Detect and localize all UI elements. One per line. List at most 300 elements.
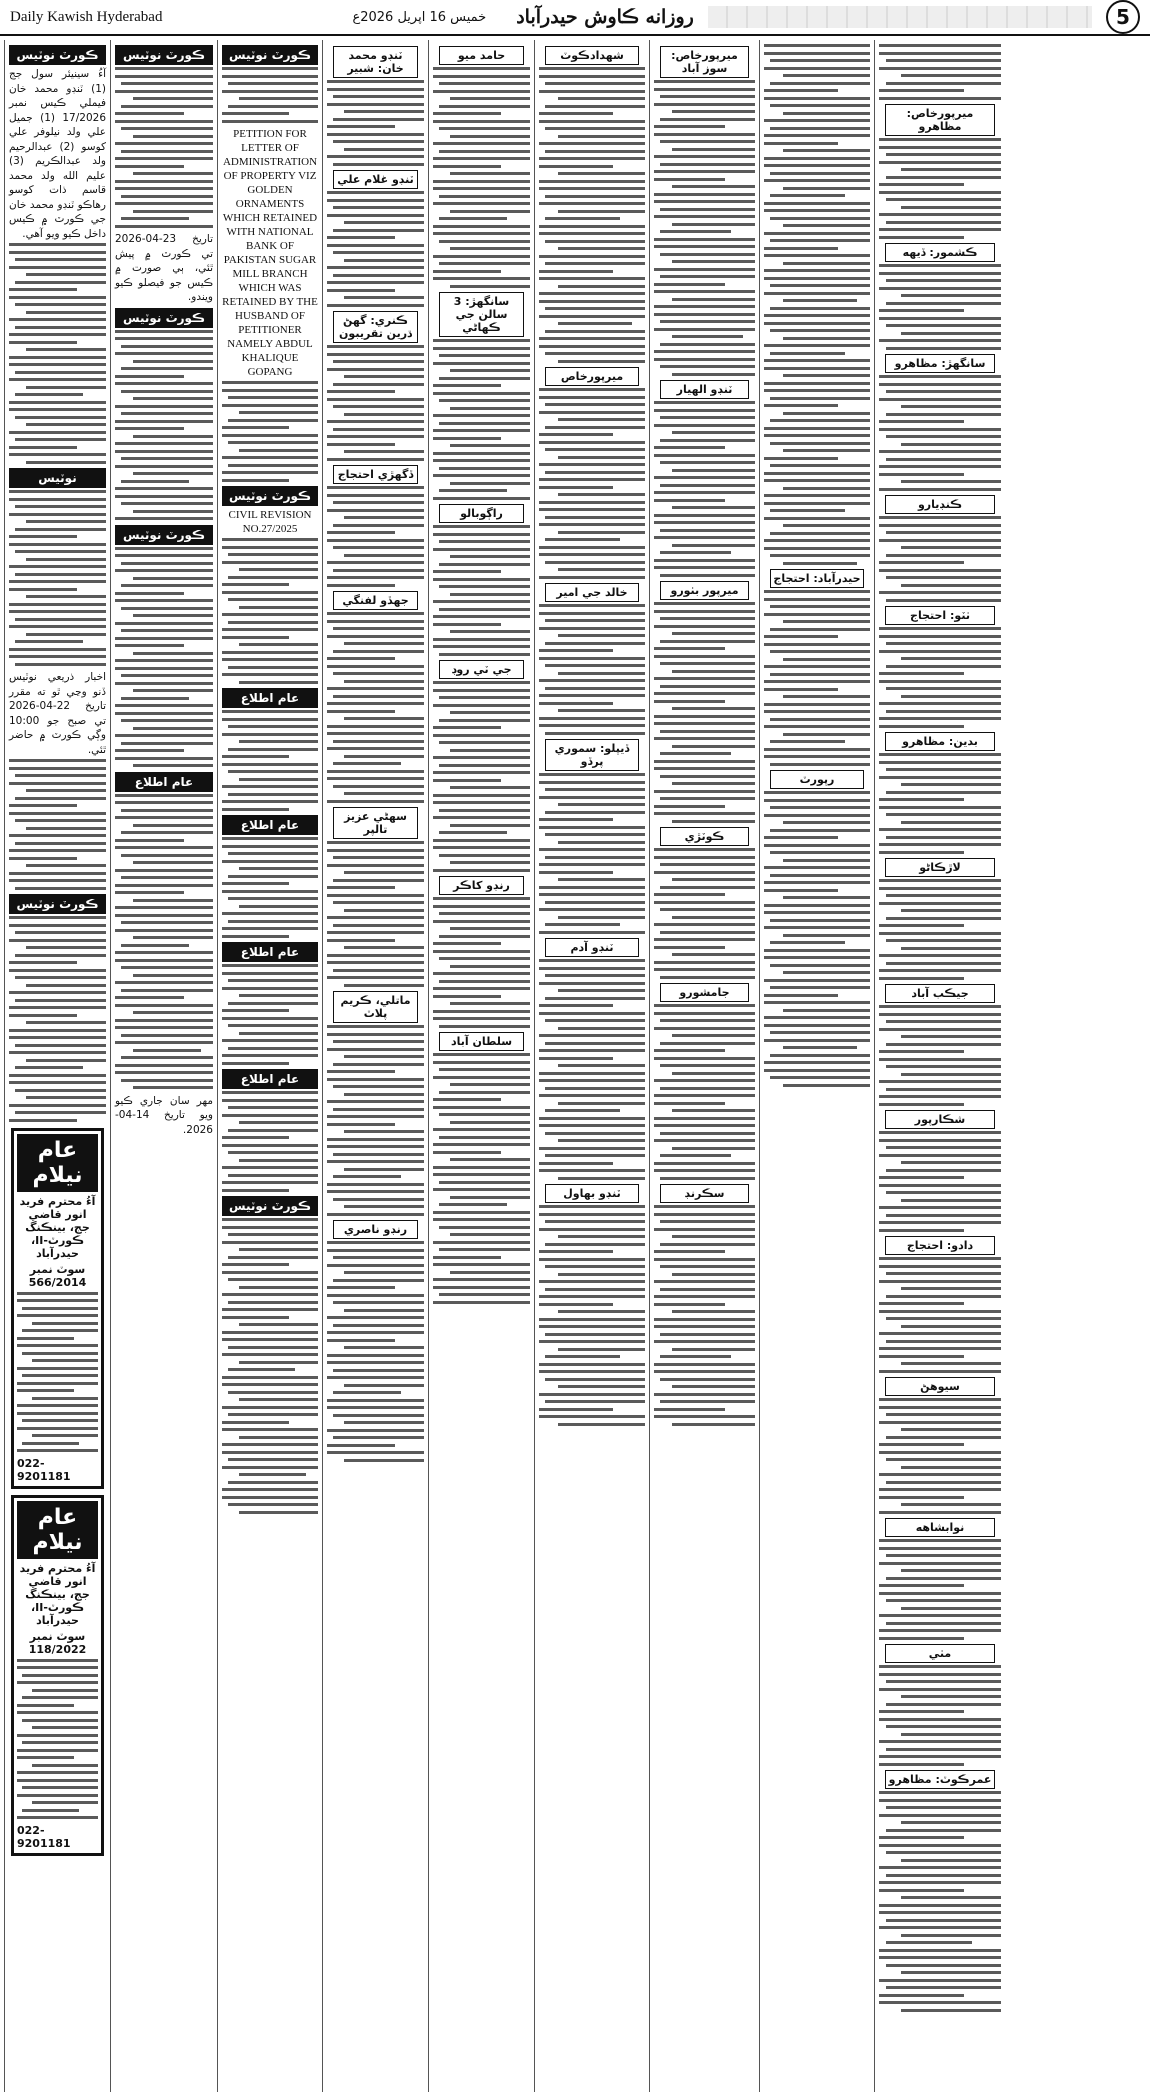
text-line	[344, 221, 424, 224]
text-line	[433, 225, 530, 228]
text-line	[439, 935, 530, 938]
text-line	[133, 824, 213, 827]
text-line	[115, 330, 213, 333]
text-line	[115, 382, 213, 385]
text-line	[433, 645, 530, 648]
text-line	[654, 559, 755, 562]
text-line	[886, 1806, 1001, 1809]
text-line	[333, 1040, 424, 1043]
text-line	[539, 959, 645, 962]
text-line	[121, 390, 213, 393]
text-line	[433, 90, 530, 93]
text-line	[886, 413, 1001, 416]
text-line	[660, 1265, 755, 1268]
text-line	[433, 638, 530, 641]
text-line	[539, 893, 645, 896]
text-line	[433, 1256, 501, 1259]
text-line	[660, 439, 755, 442]
text-line	[545, 105, 645, 108]
text-line	[539, 679, 645, 682]
text-line	[558, 709, 645, 712]
text-line	[239, 740, 318, 743]
text-line	[545, 1288, 645, 1291]
text-line	[783, 1009, 870, 1012]
text-line	[15, 774, 106, 777]
text-line	[15, 505, 106, 508]
text-line	[327, 368, 424, 371]
text-line	[439, 1136, 530, 1139]
text-line	[545, 262, 645, 265]
text-line	[764, 254, 870, 257]
text-line	[660, 529, 755, 532]
text-line	[879, 539, 1001, 542]
text-line	[344, 1271, 424, 1274]
text-line	[133, 1086, 213, 1089]
text-line	[433, 794, 530, 797]
text-line	[539, 486, 613, 489]
text-line	[539, 315, 645, 318]
text-line	[222, 1428, 318, 1431]
text-line	[558, 247, 645, 250]
text-line	[17, 1734, 98, 1737]
text-block	[539, 67, 645, 363]
text-line	[764, 427, 870, 430]
text-line	[222, 1241, 318, 1244]
text-line	[433, 1218, 530, 1221]
text-line	[764, 590, 870, 593]
text-line	[327, 1331, 424, 1334]
text-line	[660, 574, 755, 577]
text-line	[886, 554, 1001, 557]
text-line	[879, 1614, 1001, 1617]
text-block	[879, 627, 1001, 728]
notice-heading: ڪورٽ نوٽيس	[9, 45, 106, 65]
text-line	[327, 443, 395, 446]
text-line	[672, 373, 755, 376]
text-line	[433, 570, 501, 573]
text-line	[433, 578, 530, 581]
text-line	[15, 258, 106, 261]
text-line	[433, 846, 530, 849]
text-line	[539, 1295, 645, 1298]
text-line	[901, 1733, 1001, 1736]
text-line	[879, 317, 1001, 320]
news-heading: ٽنڊو غلام علي	[333, 170, 418, 189]
news-heading: جامشورو	[660, 983, 749, 1002]
text-line	[228, 82, 318, 85]
text-line	[879, 44, 1001, 47]
text-line	[879, 465, 1001, 468]
text-line	[879, 1844, 1001, 1847]
text-line	[764, 956, 870, 959]
paper-title: روزانه ڪاوش حيدرآباد	[516, 6, 694, 28]
text-line	[660, 275, 755, 278]
text-line	[770, 1076, 870, 1079]
text-line	[539, 908, 645, 911]
text-line	[327, 961, 424, 964]
news-heading: بدين: مظاهرو	[885, 732, 995, 751]
news-heading: ماتلي، ڪريم پلاٽ	[333, 991, 418, 1023]
text-line	[327, 199, 424, 202]
text-line	[333, 1279, 424, 1282]
text-line	[333, 118, 424, 121]
text-line	[333, 1414, 424, 1417]
text-line	[115, 682, 213, 685]
text-line	[327, 133, 424, 136]
text-line	[327, 747, 424, 750]
text-line	[886, 1436, 1001, 1439]
text-line	[439, 741, 530, 744]
text-line	[539, 337, 645, 340]
text-line	[901, 657, 1001, 660]
text-line	[450, 1271, 530, 1274]
text-line	[654, 1303, 725, 1306]
text-line	[886, 1986, 1001, 1989]
text-line	[9, 961, 77, 964]
text-block	[539, 1205, 645, 1426]
text-line	[879, 309, 964, 312]
text-line	[222, 67, 318, 70]
text-line	[222, 1496, 318, 1499]
text-line	[228, 553, 318, 556]
text-line	[115, 405, 213, 408]
text-line	[545, 471, 645, 474]
text-line	[121, 105, 213, 108]
text-line	[115, 1026, 213, 1029]
text-line	[654, 245, 755, 248]
text-line	[433, 1098, 501, 1101]
notice-heading: ڪورٽ نوٽيس	[222, 45, 318, 65]
text-line	[228, 464, 318, 467]
text-line	[433, 1017, 530, 1020]
text-line	[764, 949, 870, 952]
text-line	[539, 1205, 645, 1208]
text-line	[770, 217, 870, 220]
column-2	[110, 40, 217, 2092]
text-line	[539, 1079, 645, 1082]
text-line	[333, 405, 424, 408]
text-line	[770, 986, 870, 989]
text-line	[327, 1033, 424, 1036]
text-line	[879, 1398, 1001, 1401]
text-line	[660, 118, 755, 121]
text-line	[879, 1451, 1001, 1454]
text-block	[9, 759, 106, 890]
text-line	[121, 966, 213, 969]
text-line	[15, 326, 106, 329]
text-line	[17, 1449, 98, 1452]
text-line	[439, 540, 530, 543]
text-line	[654, 1079, 755, 1082]
text-line	[879, 1956, 1001, 1959]
news-heading: نوابشاهه	[885, 1518, 995, 1537]
text-line	[879, 1791, 1001, 1794]
text-line	[879, 1184, 1001, 1187]
auction-phone: 022-9201181	[17, 1823, 71, 1850]
text-line	[17, 1666, 98, 1669]
news-heading: ڪوٽڙي	[660, 827, 749, 846]
text-line	[886, 1020, 1001, 1023]
text-line	[783, 412, 870, 415]
text-line	[222, 1189, 289, 1192]
text-line	[879, 420, 964, 423]
text-line	[783, 74, 870, 77]
text-line	[539, 1280, 645, 1283]
text-line	[239, 867, 318, 870]
text-line	[770, 605, 870, 608]
text-line	[222, 1488, 318, 1491]
notice-heading: عام اطلاع	[222, 688, 318, 708]
text-line	[539, 1408, 613, 1411]
text-line	[26, 864, 106, 867]
text-line	[222, 426, 289, 429]
text-line	[654, 476, 755, 479]
text-line	[654, 170, 755, 173]
text-line	[22, 1809, 79, 1812]
text-line	[222, 1062, 289, 1065]
text-line	[886, 1169, 1001, 1172]
text-line	[764, 881, 870, 884]
text-line	[660, 95, 755, 98]
text-line	[115, 996, 184, 999]
text-block	[433, 681, 530, 872]
text-line	[660, 1243, 755, 1246]
text-line	[901, 1035, 1001, 1038]
text-block	[879, 1665, 1001, 1766]
text-line	[672, 782, 755, 785]
text-line	[879, 1710, 964, 1713]
text-line	[228, 396, 318, 399]
text-line	[879, 843, 1001, 846]
text-line	[327, 1115, 424, 1118]
text-line	[9, 363, 106, 366]
text-line	[558, 803, 645, 806]
text-line	[672, 1109, 755, 1112]
text-line	[222, 471, 318, 474]
text-line	[26, 461, 106, 464]
text-line	[672, 1072, 755, 1075]
text-line	[433, 1076, 530, 1079]
text-line	[222, 718, 318, 721]
text-block	[17, 1659, 98, 1820]
text-line	[660, 1333, 755, 1336]
text-line	[15, 819, 106, 822]
text-line	[9, 1014, 77, 1017]
text-line	[15, 640, 83, 643]
text-line	[32, 1801, 98, 1804]
text-line	[879, 516, 1001, 519]
text-line	[539, 1228, 645, 1231]
text-line	[539, 553, 645, 556]
text-line	[879, 1688, 1001, 1691]
text-line	[228, 1368, 295, 1371]
text-line	[654, 1295, 755, 1298]
text-line	[660, 320, 755, 323]
text-line	[539, 1072, 645, 1075]
text-line	[654, 715, 755, 718]
text-line	[433, 950, 530, 953]
text-line	[333, 1256, 424, 1259]
text-line	[239, 1361, 318, 1364]
text-line	[9, 535, 77, 538]
text-line	[344, 792, 424, 795]
text-line	[770, 82, 870, 85]
news-heading: ڪنڊيارو	[885, 495, 995, 514]
text-line	[886, 665, 1001, 668]
text-line	[133, 1049, 202, 1052]
text-line	[433, 771, 530, 774]
text-line	[433, 615, 530, 618]
english-text: PETITION FOR LETTER OF ADMINISTRATION OF PROPERTY VIZ GOLDEN ORNAMENTS WHICH RETAINED WITH NATIONAL BANK OF PAKISTAN SUGAR MILL BRANCH WHICH WAS RETAINED BY THE HUSBAND OF PETITIONER NAMELY ABDUL KHALIQUE GOPANG	[222, 128, 318, 378]
text-line	[433, 869, 530, 872]
text-line	[228, 1002, 318, 1005]
text-line	[879, 146, 1001, 149]
text-line	[672, 916, 755, 919]
text-line	[439, 719, 530, 722]
text-line	[886, 642, 1001, 645]
text-line	[327, 304, 424, 307]
text-block	[222, 1218, 318, 1514]
text-block	[539, 388, 645, 579]
text-line	[433, 1053, 530, 1056]
text-line	[433, 533, 530, 536]
text-line	[879, 1265, 1001, 1268]
text-line	[115, 667, 213, 670]
text-line	[228, 1391, 318, 1394]
text-line	[879, 725, 964, 728]
text-line	[660, 1220, 755, 1223]
text-line	[333, 501, 424, 504]
text-line	[228, 105, 318, 108]
text-line	[764, 269, 870, 272]
text-line	[228, 1151, 318, 1154]
text-line	[9, 453, 106, 456]
text-line	[770, 532, 870, 535]
text-line	[115, 90, 213, 93]
text-line	[333, 672, 424, 675]
text-line	[879, 1058, 1001, 1061]
text-line	[9, 333, 106, 336]
text-line	[672, 745, 755, 748]
text-block	[654, 401, 755, 577]
auction-suit-number: سوٽ نمبر 566/2014	[28, 1262, 87, 1289]
text-block	[9, 916, 106, 1122]
text-line	[450, 1196, 530, 1199]
text-line	[327, 1264, 424, 1267]
text-line	[879, 1889, 964, 1892]
text-line	[545, 330, 645, 333]
text-line	[333, 901, 424, 904]
text-line	[115, 352, 213, 355]
text-line	[879, 272, 1001, 275]
text-line	[545, 1154, 645, 1157]
text-line	[115, 547, 213, 550]
text-line	[327, 214, 424, 217]
text-line	[333, 360, 424, 363]
text-line	[327, 1339, 395, 1342]
text-line	[439, 696, 530, 699]
text-line	[433, 920, 530, 923]
text-line	[764, 314, 870, 317]
text-line	[327, 849, 424, 852]
text-line	[660, 797, 755, 800]
text-line	[539, 75, 645, 78]
text-line	[327, 125, 395, 128]
text-line	[115, 839, 184, 842]
text-line	[672, 148, 755, 151]
text-line	[654, 1094, 755, 1097]
text-line	[672, 1385, 755, 1388]
text-line	[879, 375, 1001, 378]
text-line	[333, 95, 424, 98]
text-block	[222, 381, 318, 482]
text-line	[327, 244, 424, 247]
news-heading: مٺي	[885, 1644, 995, 1663]
text-line	[433, 525, 530, 528]
text-line	[222, 1181, 318, 1184]
text-line	[433, 548, 530, 551]
text-line	[344, 1093, 424, 1096]
text-line	[327, 103, 424, 106]
text-line	[15, 999, 106, 1002]
text-line	[654, 625, 755, 628]
text-line	[439, 1025, 530, 1028]
text-line	[879, 1911, 1001, 1914]
text-line	[660, 461, 755, 464]
text-line	[901, 2009, 1001, 2012]
text-line	[660, 1042, 755, 1045]
text-line	[879, 52, 1001, 55]
text-line	[228, 979, 318, 982]
text-block	[539, 604, 645, 735]
text-line	[545, 1243, 645, 1246]
text-line	[239, 97, 318, 100]
text-line	[654, 521, 755, 524]
text-line	[327, 486, 424, 489]
text-line	[879, 561, 964, 564]
text-line	[886, 390, 1001, 393]
text-line	[228, 419, 318, 422]
text-line	[539, 225, 645, 228]
paper-city: Hyderabad	[96, 8, 163, 25]
text-line	[764, 680, 870, 683]
body-text: آءُ سينيئر سول جج (1) ٽنڊو محمد خان فيملي ڪيس نمبر 17/2026 (1) جميل علي ولد نيلوفر علي کوسو (2) عبدالرحيم ولد عبدالڪريم (3) عليم الله ولد محمد قاسم ذات کوسو رهاڪو ٽنڊو محمد خان جي ڪورٽ ۾ ڪيس داخل ڪيو ويو آهي.	[9, 68, 106, 240]
text-line	[327, 458, 424, 461]
text-line	[654, 1213, 755, 1216]
text-line	[545, 642, 645, 645]
text-line	[17, 1659, 98, 1662]
text-line	[764, 322, 870, 325]
text-line	[770, 194, 844, 197]
text-line	[539, 1162, 613, 1165]
text-line	[17, 1367, 98, 1370]
text-line	[9, 318, 106, 321]
column-5	[428, 40, 534, 2092]
text-line	[901, 1695, 1001, 1698]
text-line	[764, 799, 870, 802]
text-line	[344, 680, 424, 683]
notice-heading: ڪورٽ نوٽيس	[115, 45, 213, 65]
text-line	[558, 1177, 645, 1180]
text-line	[539, 1034, 645, 1037]
text-line	[654, 1117, 755, 1120]
text-line	[901, 584, 1001, 587]
text-line	[660, 1378, 755, 1381]
text-line	[222, 546, 318, 549]
text-line	[327, 916, 424, 919]
text-line	[770, 554, 870, 557]
text-line	[545, 448, 645, 451]
